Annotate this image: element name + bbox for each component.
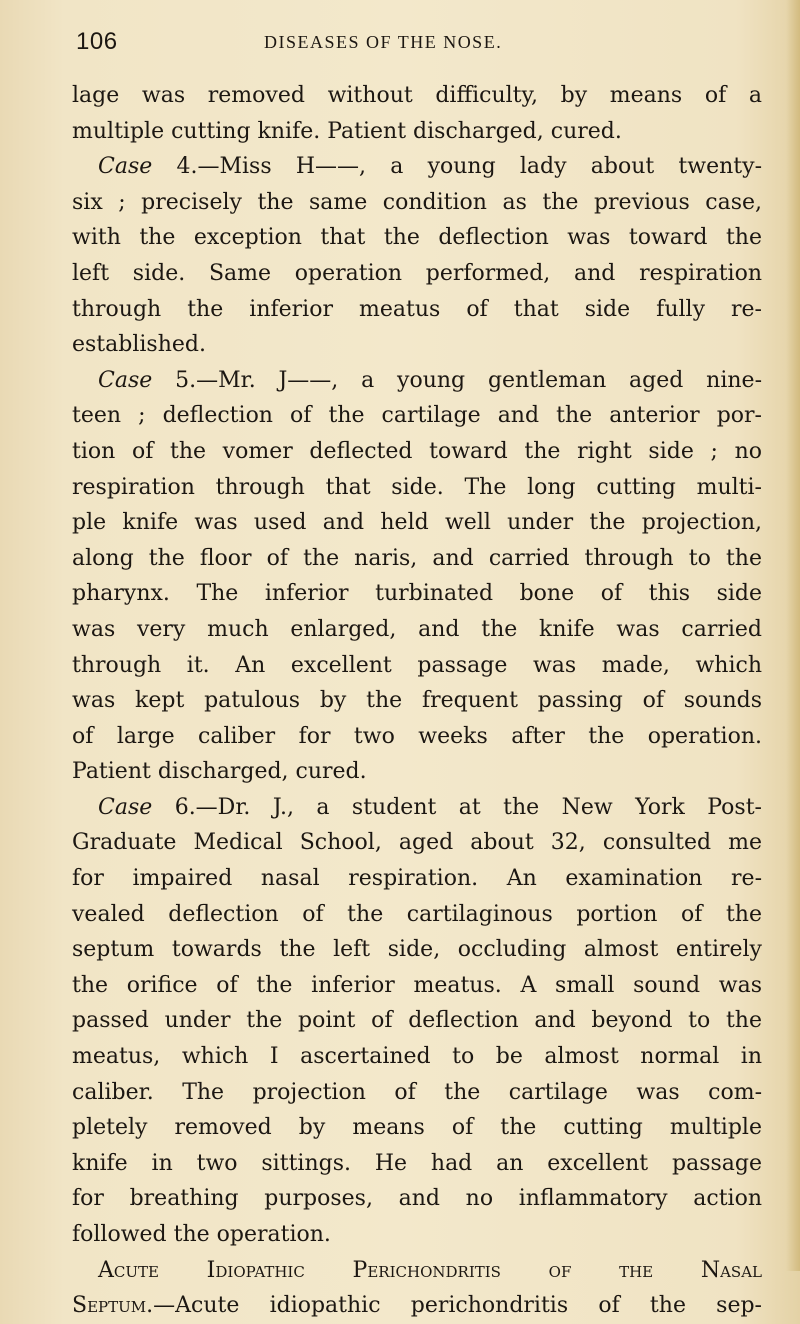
- text-line: knife in two sittings. He had an excellent passage: [72, 1150, 762, 1176]
- text-line: through it. An excellent passage was made, which: [72, 652, 762, 678]
- text-line: vealed deflection of the cartilaginous portion of the: [72, 901, 762, 927]
- text-line: six ; precisely the same condition as the previous case,: [72, 189, 762, 215]
- section-heading-end: Septum.: [72, 1293, 154, 1319]
- text-line: multiple cutting knife. Patient discharged, cured.: [72, 118, 622, 144]
- text-line: tion of the vomer deflected toward the right side ; no: [72, 438, 762, 464]
- text-line: septum towards the left side, occluding almost entirely: [72, 937, 762, 963]
- case-label: Case: [98, 794, 153, 820]
- text-line: caliber. The projection of the cartilage was com-: [72, 1079, 762, 1105]
- section-heading-line: [72, 1253, 762, 1289]
- case-label: Case: [98, 154, 153, 180]
- text-line: through the inferior meatus of that side fully re-: [72, 296, 762, 322]
- text-line-case-6: Case 6.—Dr. J., a student at the New York Post-: [98, 794, 762, 820]
- text-line: left side. Same operation performed, and respiration: [72, 260, 762, 286]
- text-line: lage was removed without difficulty, by means of a: [72, 83, 762, 108]
- text-line: was very much enlarged, and the knife was carried: [72, 616, 762, 642]
- text-line: Patient discharged, cured.: [72, 759, 367, 785]
- text-line: teen ; deflection of the cartilage and the anterior por-: [72, 403, 762, 429]
- text-line: passed under the point of deflection and beyond to the: [72, 1008, 762, 1034]
- text-line: for breathing purposes, and no inflammatory action: [72, 1186, 762, 1212]
- case-label: Case: [98, 367, 153, 393]
- page-header: [76, 28, 746, 62]
- section-heading: Acute Idiopathic Perichondritis of the Nasal: [98, 1257, 762, 1283]
- running-head: DISEASES OF THE NOSE.: [264, 32, 503, 52]
- text-line: Graduate Medical School, aged about 32, consulted me: [72, 830, 762, 856]
- text-line: with the exception that the deflection was toward the: [72, 225, 762, 251]
- text-line: pharynx. The inferior turbinated bone of this side: [72, 581, 762, 607]
- text-line: Septum.—Acute idiopathic perichondritis of the sep-: [72, 1293, 762, 1319]
- text-line: of large caliber for two weeks after the operation.: [72, 723, 762, 749]
- text-line-case-5: Case 5.—Mr. J——, a young gentleman aged nine-: [98, 367, 762, 393]
- text-line: meatus, which I ascertained to be almost normal in: [72, 1044, 762, 1070]
- text-line: pletely removed by means of the cutting multiple: [72, 1115, 762, 1141]
- text-line: established.: [72, 332, 206, 358]
- text-line: was kept patulous by the frequent passing of sounds: [72, 688, 762, 714]
- text-line: followed the operation.: [72, 1222, 331, 1247]
- text-line: ple knife was used and held well under the projection,: [72, 510, 762, 536]
- page-number: 106: [76, 28, 118, 55]
- text-line: along the floor of the naris, and carried through to the: [72, 545, 762, 571]
- text-line: for impaired nasal respiration. An examination re-: [72, 866, 762, 892]
- page-edge-shadow: [786, 0, 800, 1271]
- text-line: respiration through that side. The long cutting multi-: [72, 474, 762, 500]
- body-text: [72, 78, 762, 1324]
- text-line: the orifice of the inferior meatus. A small sound was: [72, 972, 762, 998]
- text-line-case-4: Case 4.—Miss H——, a young lady about twenty-: [98, 154, 762, 180]
